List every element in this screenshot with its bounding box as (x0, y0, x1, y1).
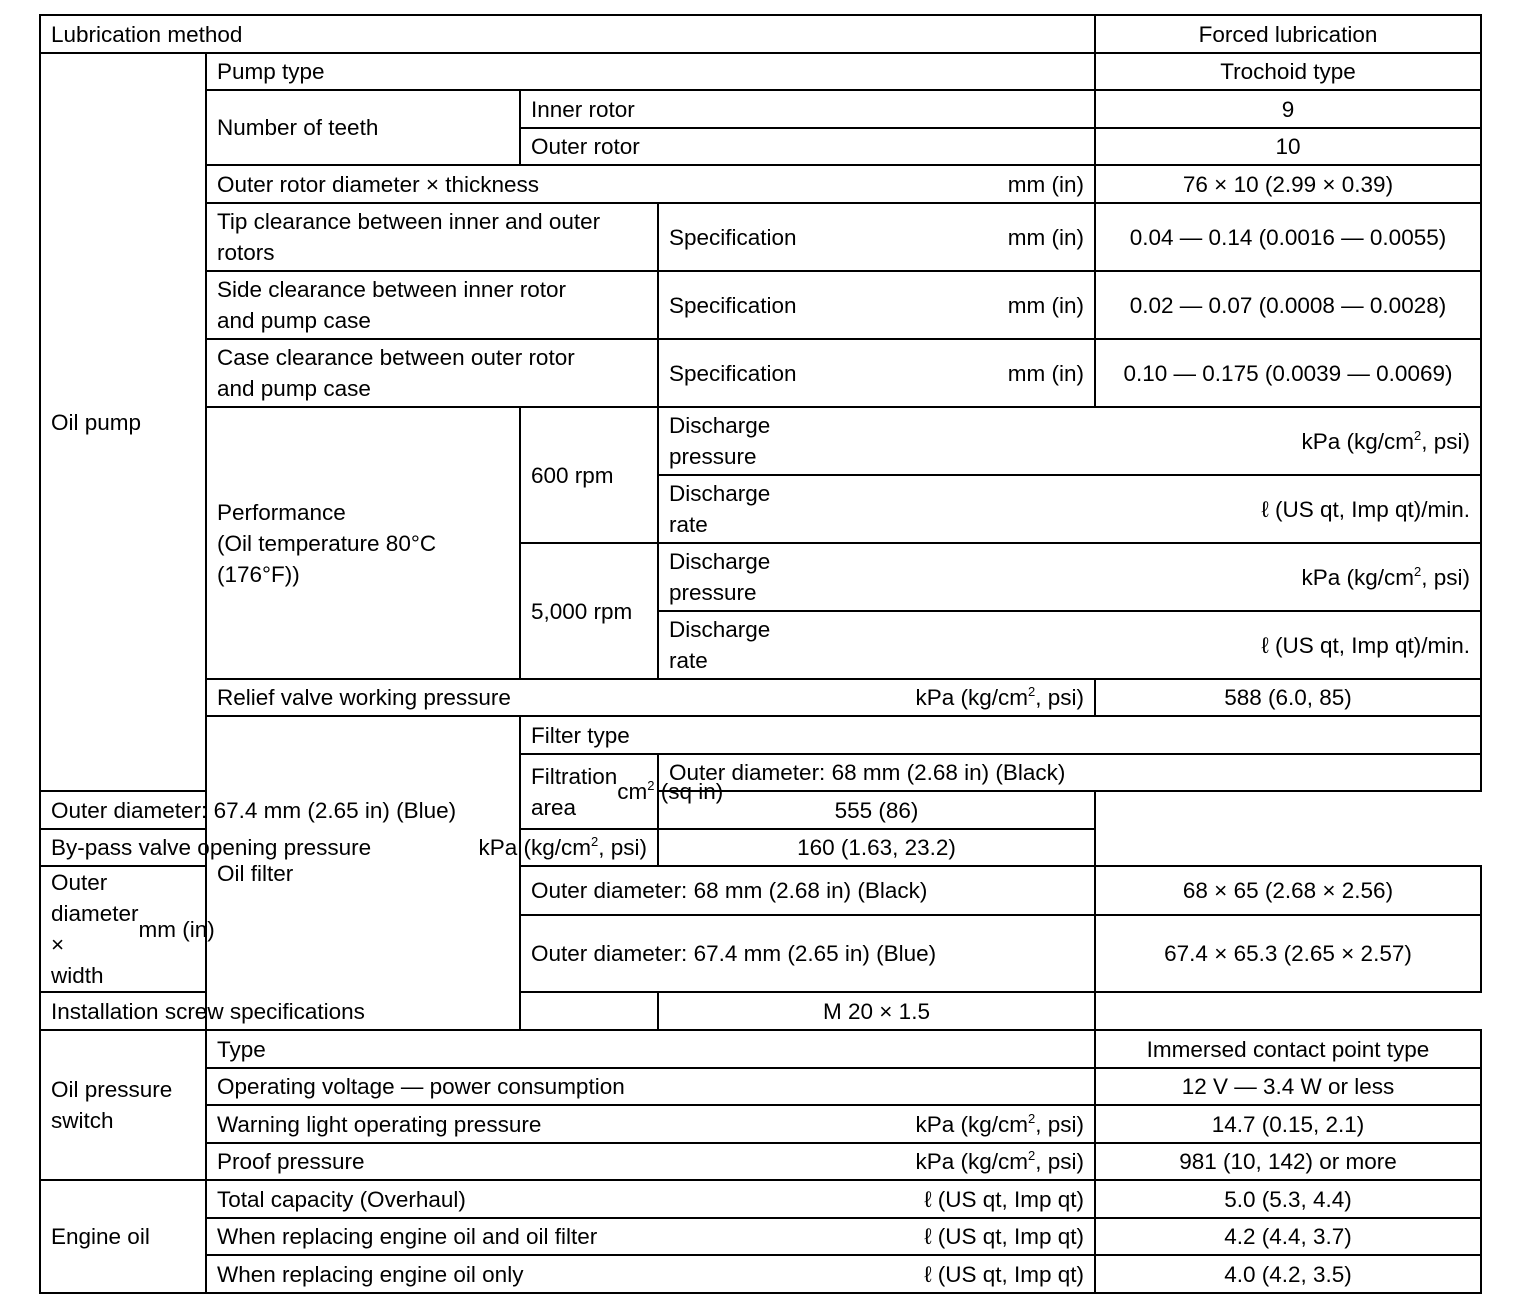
outer-dim-black-label: Outer diameter: 68 mm (2.68 in) (Black) (520, 866, 1095, 915)
proof-pressure-label: Proof pressure (217, 1149, 365, 1174)
row-filtration-blue (40, 791, 1481, 829)
row-oil-and-filter (40, 1218, 1481, 1255)
filter-type-label: Filter type (520, 716, 1481, 754)
outer-dimension-label: Outer diameter × width mm (in) (40, 866, 206, 992)
capacity-unit: ℓ (US qt, Imp qt) (924, 1186, 1084, 1212)
outer-rotor-label: Outer rotor (520, 128, 1095, 165)
row-proof-pressure (40, 1143, 1481, 1180)
oil-pump-section-label: Oil pump (40, 53, 206, 791)
outer-rotor-dimension-label: Outer rotor diameter × thickness (217, 171, 540, 197)
oil-only-value: 4.0 (4.2, 3.5) (1095, 1255, 1481, 1293)
installation-screw-label: Installation screw specifications (40, 992, 658, 1030)
row-performance-600-pressure (40, 407, 1481, 475)
side-clearance-value: 0.02 — 0.07 (0.0008 — 0.0028) (1095, 271, 1481, 339)
relief-valve-label: Relief valve working pressure (217, 685, 511, 710)
row-tip-clearance (40, 203, 1481, 271)
oil-and-filter-label: When replacing engine oil and oil filter (217, 1224, 598, 1249)
switch-type-label: Type (206, 1030, 1095, 1068)
discharge-rate-label: Discharge rate (669, 617, 771, 673)
switch-type-value: Immersed contact point type (1095, 1030, 1481, 1068)
row-lubrication-method (40, 15, 1481, 53)
pressure-unit: kPa ($kg/cm^2$, psi) (1301, 563, 1470, 590)
oil-filter-section-label: Oil filter (206, 716, 520, 1030)
operating-voltage-value: 12 V — 3.4 W or less (1095, 1068, 1481, 1105)
capacity-unit: ℓ (US qt, Imp qt) (924, 1261, 1084, 1287)
discharge-pressure-label: Discharge pressure (669, 413, 771, 469)
row-side-clearance (40, 271, 1481, 339)
capacity-unit: ℓ (US qt, Imp qt) (924, 1224, 1084, 1249)
pump-type-label: Pump type (206, 53, 1095, 90)
tip-clearance-spec: Specification (669, 224, 797, 250)
filtration-blue-value: 555 (86) (658, 791, 1095, 829)
pump-type-value: Trochoid type (1095, 53, 1481, 90)
side-clearance-spec: Specification (669, 292, 797, 318)
outer-dimension-unit: mm (in) (138, 916, 215, 942)
pressure-unit: kPa ($kg/cm^2$, psi) (915, 1148, 1084, 1174)
filtration-black-label: Outer diameter: 68 mm (2.68 in) (Black) (658, 754, 1481, 791)
filtration-area-unit: $cm^2$ (sq in) (617, 778, 724, 804)
lubrication-method-value: Forced lubrication (1095, 15, 1481, 53)
row-installation-screw (40, 992, 1481, 1030)
row-total-capacity (40, 1180, 1481, 1218)
installation-screw-value: M 20 × 1.5 (658, 992, 1095, 1030)
rate-unit: ℓ (US qt, Imp qt)/min. (1261, 496, 1470, 522)
tip-clearance-unit: mm (in) (1007, 224, 1084, 250)
tip-clearance-value: 0.04 — 0.14 (0.0016 — 0.0055) (1095, 203, 1481, 271)
relief-valve-value: 588 (6.0, 85) (1095, 679, 1481, 716)
discharge-rate-label: Discharge rate (669, 481, 771, 537)
bypass-valve-label: By-pass valve opening pressure (51, 835, 372, 860)
operating-voltage-label: Operating voltage — power consumption (206, 1068, 1095, 1105)
total-capacity-value: 5.0 (5.3, 4.4) (1095, 1180, 1481, 1218)
warning-light-label: Warning light operating pressure (217, 1111, 542, 1137)
row-switch-type (40, 1030, 1481, 1068)
outer-rotor-dimension-unit: mm (in) (1007, 171, 1084, 197)
bypass-valve-value: 160 (1.63, 23.2) (658, 829, 1095, 866)
rpm-600-label: 600 rpm (520, 407, 658, 543)
outer-dim-blue-value: 67.4 × 65.3 (2.65 × 2.57) (1095, 915, 1481, 992)
performance-label: Performance (Oil temperature 80°C (176°F)) (206, 407, 520, 679)
outer-dim-blue-label: Outer diameter: 67.4 mm (2.65 in) (Blue) (520, 915, 1095, 992)
filtration-blue-label: Outer diameter: 67.4 mm (2.65 in) (Blue) (40, 791, 520, 829)
engine-oil-section-label: Engine oil (40, 1180, 206, 1293)
pressure-unit: kPa ($kg/cm^2$, psi) (478, 834, 647, 860)
case-clearance-label: Case clearance between outer rotor and pump case (206, 339, 658, 407)
row-oil-only (40, 1255, 1481, 1293)
side-clearance-label: Side clearance between inner rotor and pump case (206, 271, 658, 339)
side-clearance-unit: mm (in) (1007, 292, 1084, 318)
warning-light-value: 14.7 (0.15, 2.1) (1095, 1105, 1481, 1143)
discharge-pressure-label: Discharge pressure (669, 549, 771, 605)
row-outer-rotor-dimensions (40, 165, 1481, 203)
case-clearance-value: 0.10 — 0.175 (0.0039 — 0.0069) (1095, 339, 1481, 407)
rate-unit: ℓ (US qt, Imp qt)/min. (1261, 632, 1470, 658)
outer-rotor-dimension-value: 76 × 10 (2.99 × 0.39) (1095, 165, 1481, 203)
filtration-area-label: Filtration area $cm^2$ (sq in) (520, 754, 658, 829)
inner-rotor-label: Inner rotor (520, 90, 1095, 128)
lubrication-spec-table (39, 14, 1482, 1294)
rpm-5000-label: 5,000 rpm (520, 543, 658, 679)
outer-rotor-value: 10 (1095, 128, 1481, 165)
row-warning-light (40, 1105, 1481, 1143)
teeth-label: Number of teeth (206, 90, 520, 165)
case-clearance-unit: mm (in) (1007, 360, 1084, 386)
proof-pressure-value: 981 (10, 142) or more (1095, 1143, 1481, 1180)
row-inner-rotor (40, 90, 1481, 128)
case-clearance-spec: Specification (669, 360, 797, 386)
inner-rotor-value: 9 (1095, 90, 1481, 128)
lubrication-method-label: Lubrication method (40, 15, 1095, 53)
row-case-clearance (40, 339, 1481, 407)
row-filter-type (40, 716, 1481, 754)
pressure-unit: kPa ($kg/cm^2$, psi) (915, 684, 1084, 710)
row-relief-valve (40, 679, 1481, 716)
row-pump-type (40, 53, 1481, 90)
outer-dim-black-value: 68 × 65 (2.68 × 2.56) (1095, 866, 1481, 915)
row-bypass-valve (40, 829, 1481, 866)
oil-only-label: When replacing engine oil only (217, 1261, 524, 1287)
total-capacity-label: Total capacity (Overhaul) (217, 1186, 466, 1212)
pressure-unit: kPa ($kg/cm^2$, psi) (915, 1110, 1084, 1137)
row-operating-voltage (40, 1068, 1481, 1105)
pressure-unit: kPa ($kg/cm^2$, psi) (1301, 427, 1470, 454)
oil-pressure-switch-section-label: Oil pressure switch (40, 1030, 206, 1180)
tip-clearance-label: Tip clearance between inner and outer rotors (206, 203, 658, 271)
oil-and-filter-value: 4.2 (4.4, 3.7) (1095, 1218, 1481, 1255)
